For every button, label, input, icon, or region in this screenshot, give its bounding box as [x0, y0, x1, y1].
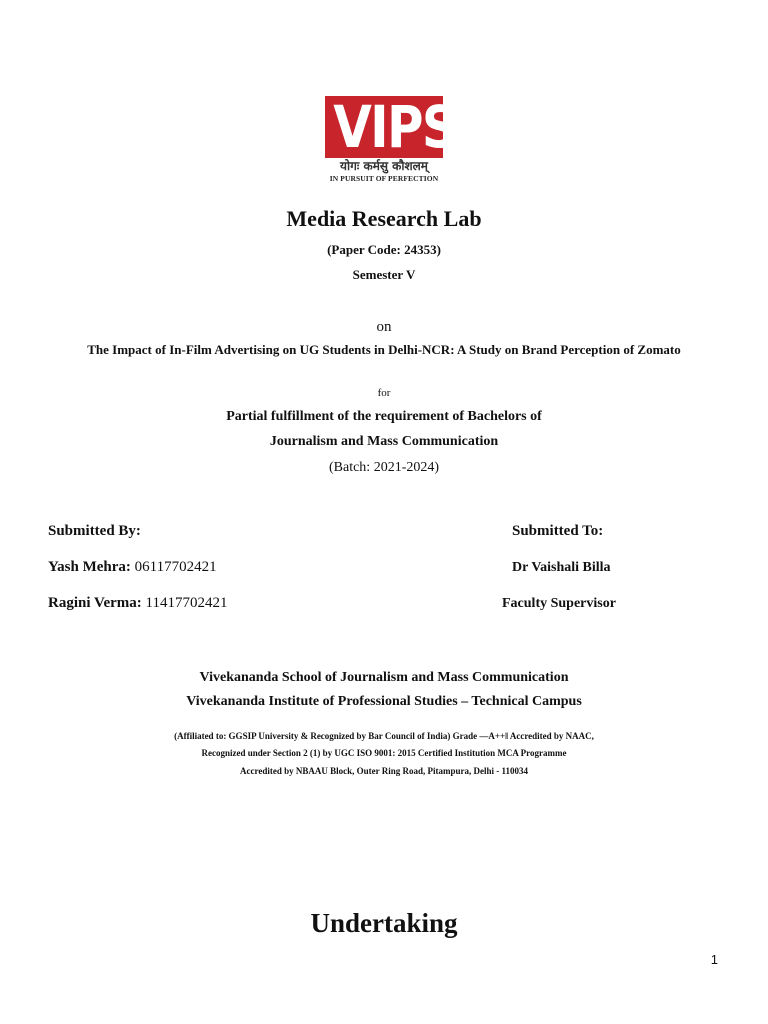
batch: (Batch: 2021-2024) — [328, 460, 440, 475]
student-entry — [48, 559, 217, 576]
student-id: 06117702421 — [130, 559, 217, 575]
supervisor-name: Dr Vaishali Billa — [512, 560, 611, 575]
student-name: Yash Mehra: — [48, 559, 131, 575]
vips-logo — [325, 93, 457, 186]
paper-code: (Paper Code: 24353) — [327, 242, 441, 257]
supervisor-role: Faculty Supervisor — [502, 596, 616, 611]
affiliation-line-2: Recognized under Section 2 (1) by UGC ISO 9001: 2015 Certified Institution MCA Programme — [201, 748, 567, 758]
for-label: for — [377, 387, 391, 399]
affiliation-line-3: Accredited by NBAAU Block, Outer Ring Road, Pitampura, Delhi - 110034 — [240, 766, 528, 776]
student-name: Ragini Verma: — [48, 595, 142, 611]
page-number: 1 — [710, 952, 718, 967]
logo-motto-hindi: योगः कर्मसु कौशलम् — [340, 159, 428, 173]
student-id: 11417702421 — [141, 595, 228, 611]
undertaking-heading: Undertaking — [310, 908, 458, 938]
institute-name: Vivekananda Institute of Professional Studies – Technical Campus — [186, 694, 582, 709]
logo-tagline: IN PURSUIT OF PERFECTION — [329, 174, 439, 183]
student-entry — [48, 595, 227, 612]
submitted-to-heading: Submitted To: — [512, 523, 604, 539]
school-name: Vivekananda School of Journalism and Mass Communication — [199, 670, 569, 685]
semester: Semester V — [352, 267, 416, 282]
thesis-title: The Impact of In-Film Advertising on UG Students in Delhi-NCR: A Study on Brand Perception of Zomato — [87, 342, 681, 357]
affiliation-line-1: (Affiliated to: GGSIP University & Recognized by Bar Council of India) Grade ―A++‖ Accredited by NAAC, — [174, 731, 594, 741]
logo-letters: VIPS — [333, 93, 457, 161]
on-label: on — [376, 319, 392, 335]
fulfillment-line-1: Partial fulfillment of the requirement of Bachelors of — [226, 409, 542, 424]
document-title: Media Research Lab — [286, 206, 482, 231]
submitted-by-heading: Submitted By: — [48, 523, 141, 539]
fulfillment-line-2: Journalism and Mass Communication — [269, 434, 499, 449]
